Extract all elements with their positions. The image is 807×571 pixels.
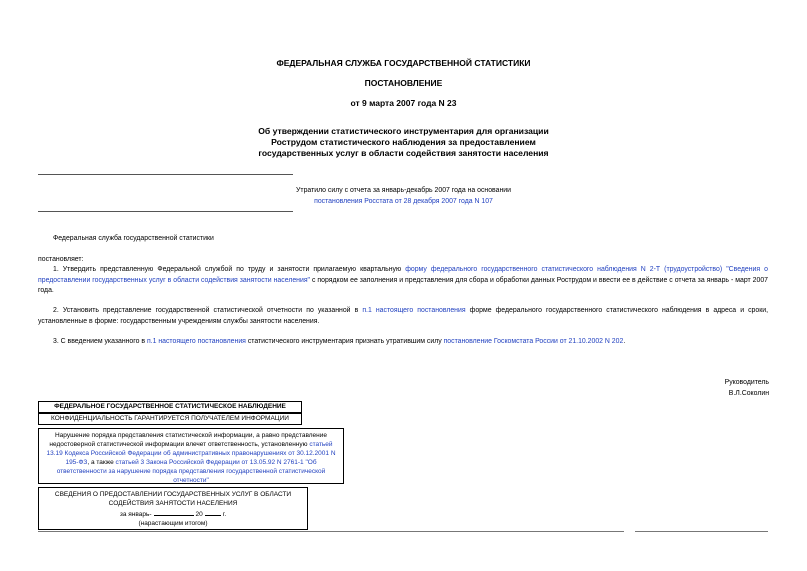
title-line: государственных услуг в области содействия занятости населения: [258, 148, 549, 158]
period-prefix: за январь-: [119, 511, 152, 518]
form-title-line: СВЕДЕНИЯ О ПРЕДОСТАВЛЕНИИ ГОСУДАРСТВЕННЫХ УСЛУГ В ОБЛАСТИ: [54, 491, 292, 498]
signature-role: Руководитель: [724, 379, 769, 386]
liability-text: Нарушение порядка представления статистической информации, а равно представление недостоверной статистической информации влечет ответственность, установленную: [49, 432, 328, 448]
form-bottom-line-right: [635, 531, 768, 532]
liability-box: [38, 428, 344, 484]
p1-text-end: с порядком ее заполнения и представления для сбора и обработки данных Рострудом и ввести ее в действие с отчета за январь - март 2007 года.: [38, 276, 768, 294]
expiry-note-link[interactable]: постановления Росстата от 28 декабря 2007 года N 107: [314, 198, 493, 205]
title-line: Рострудом статистического наблюдения за предоставлением: [271, 137, 536, 147]
decrees-line: постановляет:: [38, 256, 84, 263]
p1-text: 1. Утвердить представленную Федеральной службой по труду и занятости прилагаемую квартальную: [53, 266, 406, 273]
form-bottom-line-left: [38, 531, 624, 532]
expiry-note: [180, 185, 627, 207]
p2-text: 2. Установить представление государственной статистической отчетности по указанной в: [53, 307, 363, 314]
period-suffix: г.: [222, 511, 227, 518]
p3-text-end: .: [623, 338, 626, 345]
cumulative-note: (нарастающим итогом): [138, 520, 208, 527]
signature-name: В.Л.Соколин: [728, 389, 769, 397]
year-blank: [205, 508, 221, 516]
month-blank: [154, 508, 194, 516]
expiry-note-text: Утратило силу с отчета за январь-декабрь 2007 года на основании: [296, 187, 511, 194]
paragraph-2: [38, 306, 768, 327]
liability-text-mid: , а также: [87, 459, 116, 466]
confidentiality-box: КОНФИДЕНЦИАЛЬНОСТЬ ГАРАНТИРУЕТСЯ ПОЛУЧАТЕЛЕМ ИНФОРМАЦИИ: [38, 413, 302, 425]
period-year: 20: [195, 511, 203, 518]
p3-link-1[interactable]: п.1 настоящего постановления: [146, 338, 246, 345]
liability-link-2[interactable]: статьей 3 Закона Российской Федерации от 13.05.92 N 2761-1 "Об ответственности за нарушение порядка представления государственной статистической отчетности": [56, 459, 326, 484]
p3-text-mid: статистического инструментария признать утратившим силу: [245, 338, 444, 345]
form-title-line: СОДЕЙСТВИЯ ЗАНЯТОСТИ НАСЕЛЕНИЯ: [108, 500, 238, 507]
paragraph-3: [38, 337, 768, 348]
title-line: Об утверждении статистического инструментария для организации: [258, 126, 549, 136]
p2-link[interactable]: п.1 настоящего постановления: [362, 307, 466, 314]
paragraph-1: [38, 265, 768, 297]
divider-top: [38, 174, 293, 175]
p1-form-link[interactable]: форму федерального государственного статистического наблюдения N 2-Т (трудоустройство) "Сведения о предоставлении государственных услуг в области содействия занятости населения": [38, 266, 768, 284]
p2-text-end: форме федерального государственного статистического наблюдения в адреса и сроки, установленные в форме: государственным учреждениям службы занятости населения.: [38, 307, 769, 325]
liability-link-1[interactable]: статьей 13.19 Кодекса Российской Федерации об административных правонарушениях от 30.12.2001 N 195-ФЗ: [46, 441, 336, 466]
agency-name: ФЕДЕРАЛЬНАЯ СЛУЖБА ГОСУДАРСТВЕННОЙ СТАТИСТИКИ: [276, 58, 531, 68]
form-header-box: ФЕДЕРАЛЬНОЕ ГОСУДАРСТВЕННОЕ СТАТИСТИЧЕСКОЕ НАБЛЮДЕНИЕ: [38, 401, 302, 413]
signature-block: [725, 378, 769, 399]
divider-bottom: [38, 211, 293, 212]
document-type: ПОСТАНОВЛЕНИЕ: [364, 78, 443, 88]
document-date-number: от 9 марта 2007 года N 23: [350, 98, 457, 108]
form-title-box: [38, 487, 308, 530]
issuer-line: Федеральная служба государственной статистики: [53, 235, 214, 242]
p3-link-2[interactable]: постановление Госкомстата России от 21.10.2002 N 202: [443, 338, 624, 345]
reporting-period: [39, 508, 307, 519]
document-title: [180, 126, 627, 159]
p3-text: 3. С введением указанного в: [53, 338, 147, 345]
